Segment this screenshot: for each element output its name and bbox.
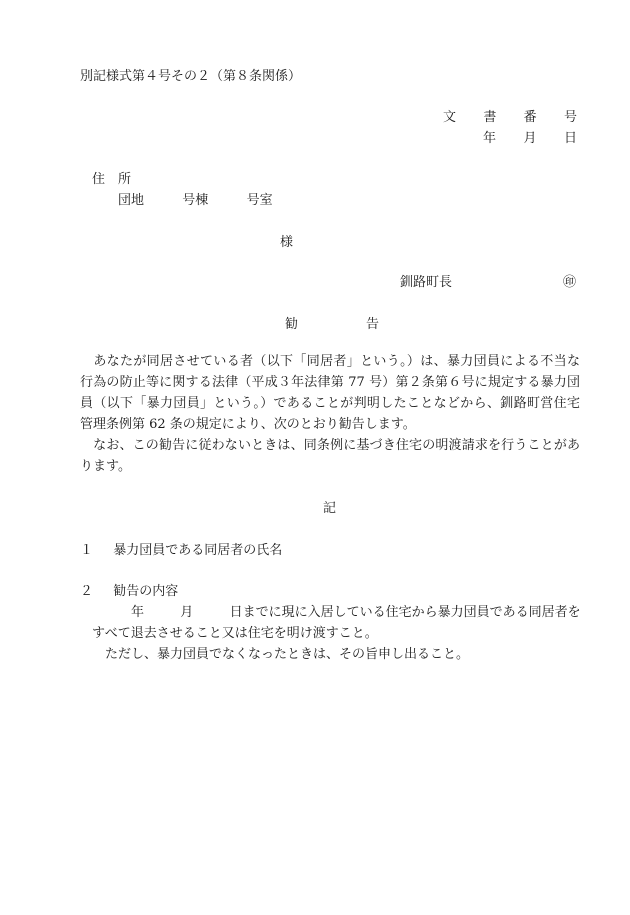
issuer-title: 釧路町長: [400, 275, 453, 290]
seal-mark: ㊞: [563, 275, 577, 290]
date-month-label: 月: [523, 131, 537, 146]
doc-number-char: 書: [483, 110, 497, 125]
goshitsu-label: 号室: [246, 193, 273, 208]
content-month: 月: [180, 605, 194, 620]
date-year-label: 年: [483, 131, 497, 146]
danchi-label: 団地: [118, 193, 145, 208]
title-char: 勧: [285, 317, 299, 332]
item-title: 暴力団員である同居者の氏名: [113, 543, 283, 558]
content-line-1: [131, 606, 581, 619]
title-char: 告: [365, 317, 379, 332]
document-number-label: [443, 111, 577, 124]
address-label: 住 所: [92, 172, 132, 187]
item-1: [80, 544, 282, 557]
recipient-suffix: 様: [280, 235, 294, 250]
item-number: １: [80, 543, 94, 558]
content-line-3: ただし、暴力団員でなくなったときは、その旨申し出ること。: [105, 647, 470, 662]
date-day-label: 日: [563, 131, 577, 146]
doc-number-char: 番: [523, 110, 537, 125]
body-paragraph-2: なお、この勧告に従わないときは、同条例に基づき住宅の明渡請求を行うことがあります。: [80, 438, 580, 474]
form-label: 別記様式第４号その２（第８条関係）: [80, 69, 302, 84]
item-title: 勧告の内容: [113, 584, 179, 599]
item-2: [80, 585, 178, 598]
doc-number-char: 文: [443, 110, 457, 125]
date-line: [483, 132, 577, 145]
item-number: ２: [80, 584, 94, 599]
document-title: [285, 318, 379, 331]
content-line-2: すべて退去させること又は住宅を明け渡すこと。: [92, 626, 378, 641]
content-text: 日までに現に入居している住宅から暴力団員である同居者を: [229, 605, 581, 620]
doc-number-char: 号: [563, 110, 577, 125]
content-year: 年: [131, 605, 145, 620]
ki-heading: 記: [323, 501, 337, 516]
body-paragraph-1: あなたが同居させている者（以下「同居者」という。）は、暴力団員による不当な行為の防止等に関する法律（平成３年法律第 77 号）第２条第６号に規定する暴力団員（以下「暴力団員」という。）であることが判明したことなどから、釧路町営住宅管理条例第 62 条の規定により、次のとおり勧告します。: [80, 354, 580, 432]
address-line: [118, 194, 273, 207]
goto-label: 号棟: [182, 193, 209, 208]
